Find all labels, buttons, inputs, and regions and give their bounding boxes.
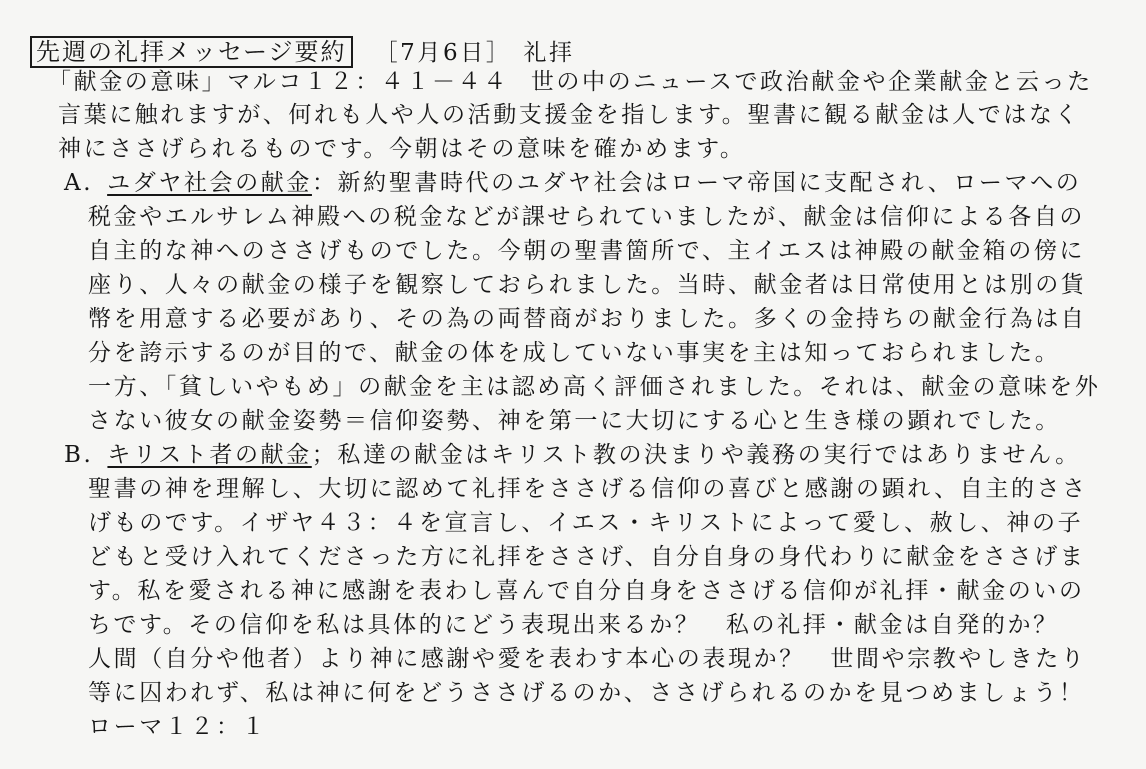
- service-type: 礼拝: [523, 40, 575, 66]
- section-b-marker: B.: [64, 442, 94, 468]
- service-date: ［7月6日］: [374, 40, 512, 66]
- section-a-line-4: 座り、人々の献金の様子を観察しておられました。当時、献金者は日常使用とは別の貨: [88, 272, 1087, 298]
- section-b-line-4: どもと受け入れてくださった方に礼拝をささげ、自分自身の身代わりに献金をささげま: [88, 544, 1086, 570]
- section-a-line-5: 幣を用意する必要があり、その為の両替商がおりました。多くの金持ちの献金行為は自: [88, 306, 1087, 332]
- section-a-line-1: A. ユダヤ社会の献金：新約聖書時代のユダヤ社会はローマ帝国に支配され、ローマへの: [64, 170, 1082, 196]
- section-b-line-7: 人間（自分や他者）より神に感謝や愛を表わす本心の表現か？ 世間や宗教やしきたり: [88, 646, 1087, 672]
- section-b-line-1: B. キリスト者の献金；私達の献金はキリスト教の決まりや義務の実行ではありません。: [64, 442, 1081, 468]
- section-b-line-8: 等に囚われず、私は神に何をどうささげるのか、ささげられるのかを見つめましょう！: [88, 680, 1085, 706]
- section-b-line-5: す。私を愛される神に感謝を表わし喜んで自分自身をささげる信仰が礼拝・献金のいの: [88, 578, 1085, 604]
- section-b-line-2: 聖書の神を理解し、大切に認めて礼拝をささげる信仰の喜びと感謝の顕れ、自主的ささ: [88, 476, 1088, 502]
- section-a-marker: A.: [64, 170, 94, 196]
- header-line: [30, 36, 575, 68]
- section-b-line-3: げものです。イザヤ４３：４を宣言し、イエス・キリストによって愛し、赦し、神の子: [88, 510, 1084, 536]
- section-a-line-6: 分を誇示するのが目的で、献金の体を成していない事実を主は知っておられました。: [88, 340, 1061, 366]
- section-b-line-6: ちです。その信仰を私は具体的にどう表現出来るか？ 私の礼拝・献金は自発的か？: [88, 612, 1059, 638]
- sermon-title: 「献金の意味」マルコ１２：４１－４４: [48, 69, 509, 95]
- intro-text: 世の中のニュースで政治献金や企業献金と云った: [530, 69, 1093, 95]
- bulletin-title: 先週の礼拝メッセージ要約: [30, 36, 353, 68]
- section-a-line-3: 自主的な神へのささげものでした。今朝の聖書箇所で、主イエスは神殿の献金箱の傍に: [88, 238, 1086, 264]
- section-b-title: キリスト者の献金: [107, 442, 312, 468]
- scripture-reference: ローマ１２：１: [88, 714, 268, 740]
- section-a-title: ユダヤ社会の献金: [107, 170, 312, 196]
- section-a-text: 新約聖書時代のユダヤ社会はローマ帝国に支配され、ローマへの: [337, 170, 1082, 196]
- section-a-line-8: さない彼女の献金姿勢＝信仰姿勢、神を第一に大切にする心と生き様の顕れでした。: [88, 408, 1061, 434]
- section-b-text: 私達の献金はキリスト教の決まりや義務の実行ではありません。: [337, 442, 1081, 468]
- section-a-line-2: 税金やエルサレム神殿への税金などが課せられていましたが、献金は信仰による各自の: [88, 204, 1086, 230]
- section-a-line-7: 一方、「貧しいやもめ」の献金を主は認め高く評価されました。それは、献金の意味を外: [88, 374, 1101, 400]
- intro-line-1: [48, 66, 1093, 98]
- intro-line-2: 言葉に触れますが、何れも人や人の活動支援金を指します。聖書に観る献金は人ではなく: [58, 102, 1081, 128]
- intro-line-3: 神にささげられるものです。今朝はその意味を確かめます。: [58, 136, 746, 162]
